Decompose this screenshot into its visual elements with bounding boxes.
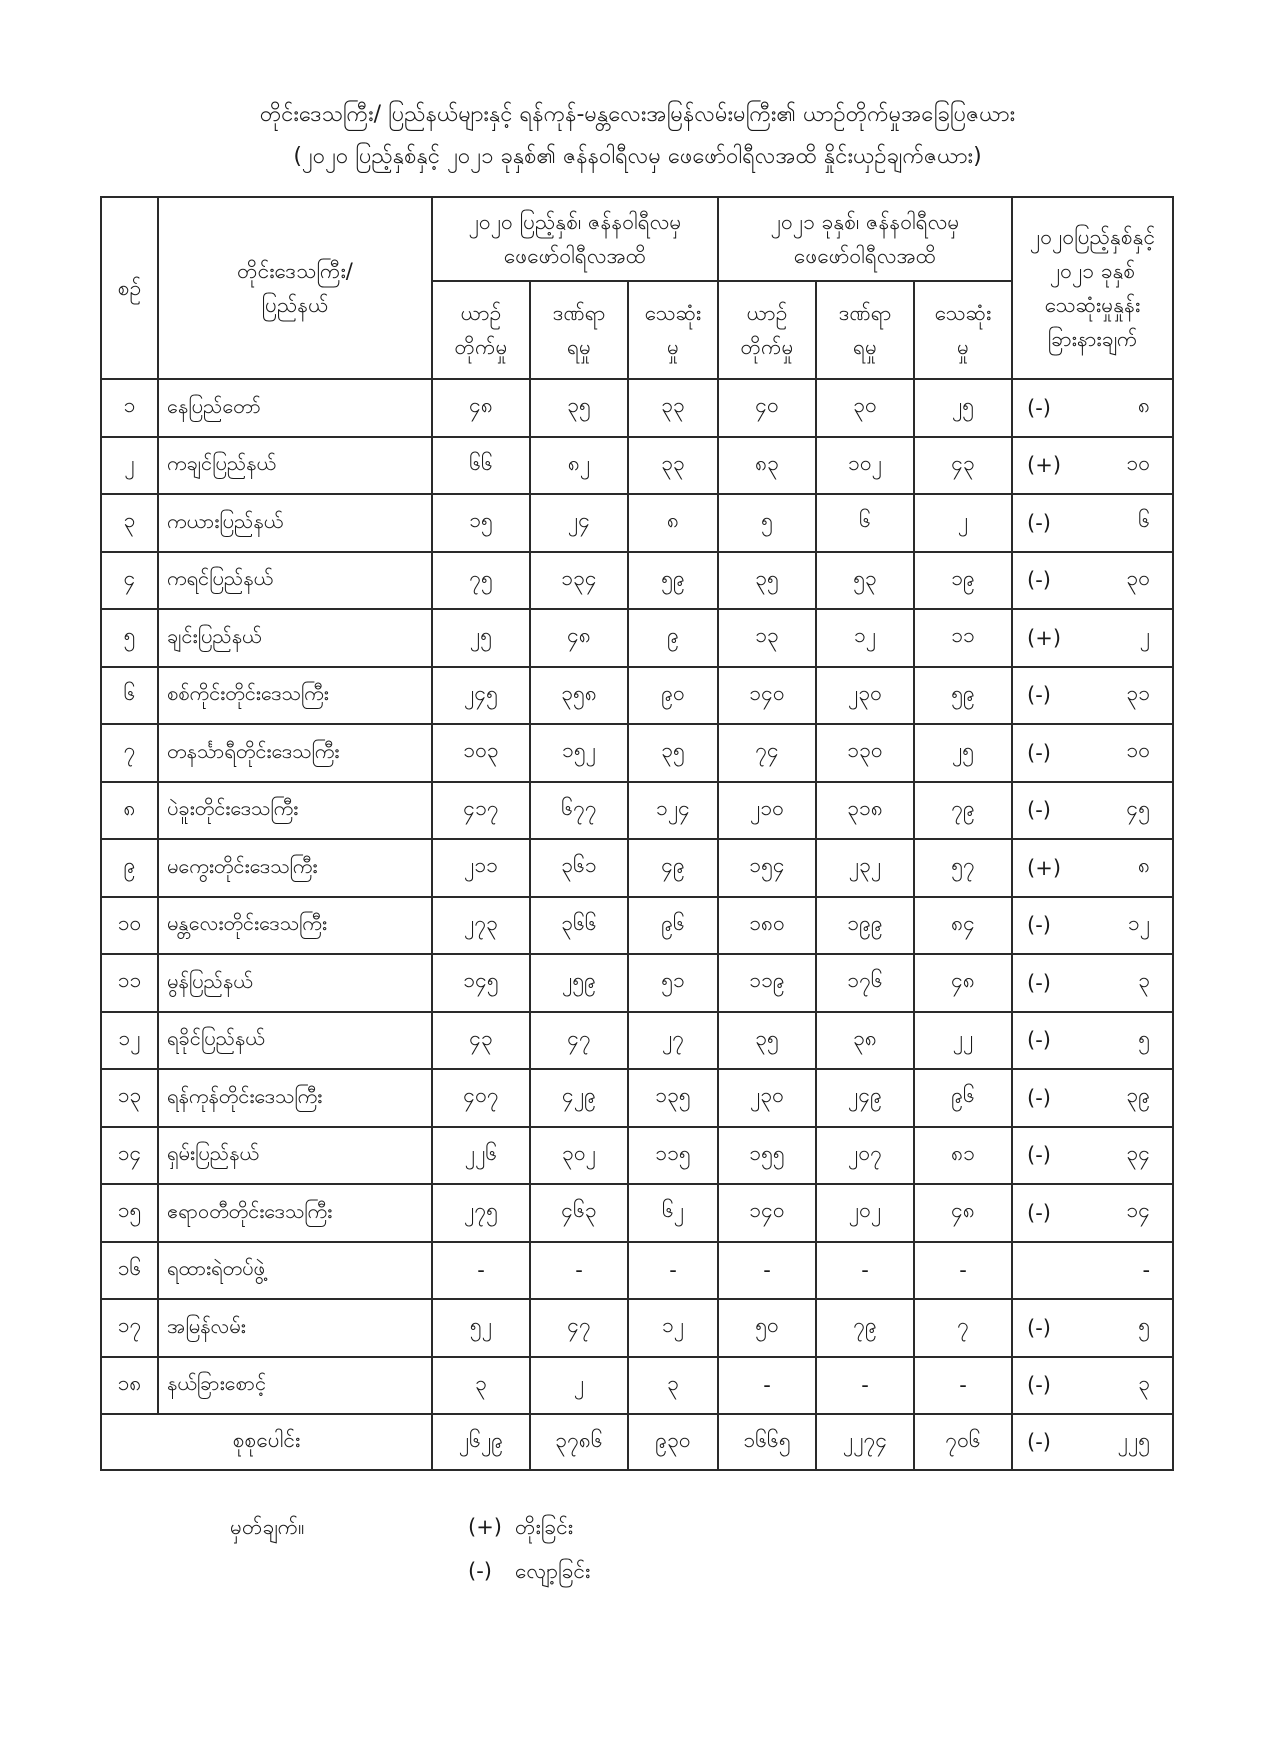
- cell-injured-2021: ၁၃၀: [816, 724, 914, 782]
- difference-value: ၃၉: [1126, 1083, 1151, 1108]
- cell-serial: ၅: [101, 609, 158, 667]
- cell-serial: ၇: [101, 724, 158, 782]
- cell-accidents-2020: ၄၃: [432, 1012, 530, 1070]
- header-accidents-2020: ယာဉ် တိုက်မှု: [432, 281, 530, 379]
- note-plus-sign: (+): [468, 1515, 502, 1539]
- header-period-2020: ၂၀၂၀ ပြည့်နှစ်၊ ဇန်နဝါရီလမှ ဖေဖော်ဝါရီလအထိ: [432, 197, 718, 281]
- cell-deaths-2021: ၄၈: [914, 1184, 1012, 1242]
- cell-injured-2020: ၄၇: [530, 1299, 628, 1357]
- difference-value: ၅: [1138, 1313, 1151, 1338]
- cell-difference: [1012, 1414, 1173, 1470]
- difference-value: ၅: [1138, 1025, 1151, 1050]
- cell-region-name: ပဲခူးတိုင်းဒေသကြီး: [158, 782, 432, 840]
- table-row: [101, 1127, 1173, 1185]
- total-accidents-2021: ၁၆၆၅: [718, 1414, 816, 1470]
- cell-deaths-2020: ၅၉: [628, 552, 718, 610]
- cell-serial: ၃: [101, 494, 158, 552]
- table-row: [101, 897, 1173, 955]
- header-region: တိုင်းဒေသကြီး/ ပြည်နယ်: [158, 197, 432, 379]
- cell-deaths-2020: ၃၃: [628, 379, 718, 437]
- cell-accidents-2021: ၈၃: [718, 437, 816, 495]
- difference-sign: (+): [1027, 625, 1062, 650]
- header-injured-2021: ဒဏ်ရာ ရမှု: [816, 281, 914, 379]
- cell-injured-2020: ၂၅၉: [530, 954, 628, 1012]
- cell-serial: ၈: [101, 782, 158, 840]
- table-row: [101, 954, 1173, 1012]
- cell-difference: [1012, 609, 1173, 667]
- cell-difference: [1012, 782, 1173, 840]
- cell-injured-2021: ၃၈: [816, 1012, 914, 1070]
- difference-sign: (-): [1027, 683, 1051, 708]
- cell-deaths-2020: ၃: [628, 1357, 718, 1415]
- cell-deaths-2020: ၂၇: [628, 1012, 718, 1070]
- cell-region-name: ရခိုင်ပြည်နယ်: [158, 1012, 432, 1070]
- cell-accidents-2021: -: [718, 1357, 816, 1415]
- note-minus-sign: (-): [468, 1559, 492, 1583]
- cell-serial: ၁၆: [101, 1242, 158, 1300]
- table-row: [101, 552, 1173, 610]
- cell-difference: [1012, 897, 1173, 955]
- cell-deaths-2020: ၁၃၅: [628, 1069, 718, 1127]
- cell-difference: [1012, 724, 1173, 782]
- cell-region-name: မန္တလေးတိုင်းဒေသကြီး: [158, 897, 432, 955]
- cell-region-name: ချင်းပြည်နယ်: [158, 609, 432, 667]
- cell-injured-2021: -: [816, 1357, 914, 1415]
- difference-value: ၄၅: [1126, 795, 1151, 820]
- difference-value: ၁၄: [1126, 1198, 1151, 1223]
- difference-sign: (-): [1027, 510, 1051, 535]
- difference-sign: (-): [1027, 1143, 1051, 1168]
- cell-region-name: မကွေးတိုင်းဒေသကြီး: [158, 839, 432, 897]
- difference-sign: (-): [1027, 395, 1051, 420]
- total-label: စုစုပေါင်း: [101, 1414, 432, 1470]
- difference-sign: (-): [1027, 1430, 1051, 1454]
- difference-sign: (-): [1027, 1373, 1051, 1398]
- cell-difference: [1012, 667, 1173, 725]
- cell-accidents-2021: ၂၁၀: [718, 782, 816, 840]
- cell-injured-2020: ၆၇၇: [530, 782, 628, 840]
- cell-accidents-2021: ၂၃၀: [718, 1069, 816, 1127]
- cell-deaths-2021: ၉၆: [914, 1069, 1012, 1127]
- cell-deaths-2021: ၁၁: [914, 609, 1012, 667]
- note-plus-text: တိုးခြင်း: [515, 1515, 574, 1539]
- cell-accidents-2020: ၄၀၇: [432, 1069, 530, 1127]
- cell-injured-2021: ၅၃: [816, 552, 914, 610]
- cell-injured-2021: ၂၃၀: [816, 667, 914, 725]
- difference-sign: (-): [1027, 798, 1051, 823]
- cell-deaths-2021: -: [914, 1242, 1012, 1300]
- header-period-2021: ၂၀၂၁ ခုနှစ်၊ ဇန်နဝါရီလမှ ဖေဖော်ဝါရီလအထိ: [718, 197, 1012, 281]
- cell-injured-2021: ၂၄၉: [816, 1069, 914, 1127]
- difference-value: ၆: [1138, 508, 1151, 533]
- difference-value: ၃၄: [1126, 1140, 1151, 1165]
- table-row: [101, 1357, 1173, 1415]
- table-row: [101, 1012, 1173, 1070]
- cell-injured-2020: ၂၄: [530, 494, 628, 552]
- difference-sign: (-): [1027, 1315, 1051, 1340]
- cell-deaths-2021: ၁၉: [914, 552, 1012, 610]
- cell-difference: [1012, 839, 1173, 897]
- cell-accidents-2021: ၁၅၄: [718, 839, 816, 897]
- difference-sign: (-): [1027, 740, 1051, 765]
- cell-accidents-2021: ၁၁၉: [718, 954, 816, 1012]
- table-row: [101, 1184, 1173, 1242]
- difference-value: ၁၂: [1127, 910, 1151, 935]
- header-accidents-2021: ယာဉ် တိုက်မှု: [718, 281, 816, 379]
- difference-value: ၁၀: [1126, 738, 1151, 763]
- cell-deaths-2020: ၈: [628, 494, 718, 552]
- cell-injured-2021: ၁၀၂: [816, 437, 914, 495]
- cell-accidents-2020: ၁၀၃: [432, 724, 530, 782]
- difference-value: ၈: [1138, 393, 1151, 418]
- cell-region-name: တနင်္သာရီတိုင်းဒေသကြီး: [158, 724, 432, 782]
- cell-accidents-2021: ၁၄၀: [718, 667, 816, 725]
- cell-injured-2020: ၄၆၃: [530, 1184, 628, 1242]
- cell-injured-2021: ၃၀: [816, 379, 914, 437]
- cell-accidents-2020: ၂၂၆: [432, 1127, 530, 1185]
- cell-difference: [1012, 1242, 1173, 1300]
- cell-deaths-2020: ၉၀: [628, 667, 718, 725]
- cell-injured-2020: ၄၂၉: [530, 1069, 628, 1127]
- cell-injured-2020: ၁၅၂: [530, 724, 628, 782]
- cell-deaths-2020: ၉၆: [628, 897, 718, 955]
- cell-injured-2021: -: [816, 1242, 914, 1300]
- cell-serial: ၁၅: [101, 1184, 158, 1242]
- cell-injured-2020: ၃၅၈: [530, 667, 628, 725]
- cell-region-name: အမြန်လမ်း: [158, 1299, 432, 1357]
- table-row: [101, 667, 1173, 725]
- notes-label: မှတ်ချက်။: [230, 1515, 305, 1539]
- cell-deaths-2021: ၂၅: [914, 724, 1012, 782]
- cell-region-name: ရှမ်းပြည်နယ်: [158, 1127, 432, 1185]
- cell-injured-2020: ၃၅: [530, 379, 628, 437]
- cell-serial: ၆: [101, 667, 158, 725]
- cell-accidents-2020: ၂၁၁: [432, 839, 530, 897]
- difference-sign: (-): [1027, 970, 1051, 995]
- cell-injured-2021: ၁၇၆: [816, 954, 914, 1012]
- total-injured-2021: ၂၂၇၄: [816, 1414, 914, 1470]
- table-row: [101, 494, 1173, 552]
- cell-deaths-2020: ၃၃: [628, 437, 718, 495]
- difference-value: ၃၁: [1126, 680, 1151, 705]
- cell-accidents-2021: ၁၃: [718, 609, 816, 667]
- cell-deaths-2020: -: [628, 1242, 718, 1300]
- cell-accidents-2021: -: [718, 1242, 816, 1300]
- title-line-1: တိုင်းဒေသကြီး/ ပြည်နယ်များနှင့် ရန်ကုန်-မန္တလေးအမြန်လမ်းမကြီး၏ ယာဉ်တိုက်မှုအခြေပြဇယား: [259, 102, 1016, 127]
- cell-serial: ၂: [101, 437, 158, 495]
- cell-accidents-2020: ၃: [432, 1357, 530, 1415]
- cell-region-name: ရထားရဲတပ်ဖွဲ့: [158, 1242, 432, 1300]
- cell-injured-2021: ၇၉: [816, 1299, 914, 1357]
- cell-difference: [1012, 494, 1173, 552]
- cell-region-name: နယ်ခြားစောင့်: [158, 1357, 432, 1415]
- table-body: [101, 379, 1173, 1470]
- cell-deaths-2021: ၂: [914, 494, 1012, 552]
- cell-deaths-2021: -: [914, 1357, 1012, 1415]
- cell-injured-2020: ၂: [530, 1357, 628, 1415]
- cell-deaths-2021: ၂၂: [914, 1012, 1012, 1070]
- table-row: [101, 1299, 1173, 1357]
- cell-injured-2021: ၆: [816, 494, 914, 552]
- cell-difference: [1012, 1357, 1173, 1415]
- cell-serial: ၁၈: [101, 1357, 158, 1415]
- header-comparison: ၂၀၂၀ပြည့်နှစ်နှင့် ၂၀၂၁ ခုနှစ် သေဆုံးမှုနှုန်း ခြားနားချက်: [1012, 197, 1173, 379]
- cell-deaths-2020: ၉: [628, 609, 718, 667]
- cell-accidents-2020: ၆၆: [432, 437, 530, 495]
- cell-difference: [1012, 1127, 1173, 1185]
- difference-sign: (-): [1027, 568, 1051, 593]
- header-serial: စဉ်: [101, 197, 158, 379]
- cell-deaths-2021: ၇: [914, 1299, 1012, 1357]
- cell-accidents-2020: ၄၈: [432, 379, 530, 437]
- cell-difference: [1012, 1184, 1173, 1242]
- cell-difference: [1012, 552, 1173, 610]
- total-deaths-2020: ၉၃၀: [628, 1414, 718, 1470]
- cell-region-name: ကယားပြည်နယ်: [158, 494, 432, 552]
- table-row: [101, 437, 1173, 495]
- cell-deaths-2020: ၁၂၄: [628, 782, 718, 840]
- total-row: [101, 1414, 1173, 1470]
- cell-accidents-2020: ၇၅: [432, 552, 530, 610]
- cell-accidents-2020: ၁၅: [432, 494, 530, 552]
- cell-difference: [1012, 954, 1173, 1012]
- cell-deaths-2020: ၄၉: [628, 839, 718, 897]
- difference-sign: (+): [1027, 855, 1062, 880]
- difference-sign: (-): [1027, 1028, 1051, 1053]
- difference-value: ၈: [1138, 853, 1151, 878]
- cell-accidents-2021: ၅: [718, 494, 816, 552]
- cell-difference: [1012, 1299, 1173, 1357]
- cell-region-name: စစ်ကိုင်းတိုင်းဒေသကြီး: [158, 667, 432, 725]
- total-deaths-2021: ၇၀၆: [914, 1414, 1012, 1470]
- difference-value: ၃: [1138, 1370, 1151, 1395]
- cell-deaths-2020: ၅၁: [628, 954, 718, 1012]
- difference-sign: (-): [1027, 1200, 1051, 1225]
- difference-value: -: [1142, 1258, 1151, 1283]
- cell-region-name: ကချင်ပြည်နယ်: [158, 437, 432, 495]
- cell-injured-2020: ၃၆၁: [530, 839, 628, 897]
- cell-deaths-2020: ၁၂: [628, 1299, 718, 1357]
- title-line-2: (၂၀၂၀ ပြည့်နှစ်နှင့် ၂၀၂၁ ခုနှစ်၏ ဇန်နဝါရီလမှ ဖေဖော်ဝါရီလအထိ နှိုင်းယှဉ်ချက်ဇယား): [293, 144, 982, 169]
- cell-deaths-2021: ၅၉: [914, 667, 1012, 725]
- cell-accidents-2020: ၄၁၇: [432, 782, 530, 840]
- cell-injured-2021: ၂၀၇: [816, 1127, 914, 1185]
- cell-difference: [1012, 379, 1173, 437]
- cell-accidents-2021: ၁၈၀: [718, 897, 816, 955]
- cell-accidents-2021: ၁၄၀: [718, 1184, 816, 1242]
- cell-accidents-2020: ၂၇၅: [432, 1184, 530, 1242]
- table-row: [101, 1242, 1173, 1300]
- cell-serial: ၁၂: [101, 1012, 158, 1070]
- cell-serial: ၁၁: [101, 954, 158, 1012]
- cell-accidents-2021: ၃၅: [718, 552, 816, 610]
- cell-accidents-2020: -: [432, 1242, 530, 1300]
- cell-accidents-2021: ၄၀: [718, 379, 816, 437]
- cell-region-name: နေပြည်တော်: [158, 379, 432, 437]
- cell-injured-2020: ၃၆၆: [530, 897, 628, 955]
- cell-injured-2020: ၃၀၂: [530, 1127, 628, 1185]
- cell-accidents-2020: ၂၅: [432, 609, 530, 667]
- cell-serial: ၄: [101, 552, 158, 610]
- cell-serial: ၁: [101, 379, 158, 437]
- cell-deaths-2021: ၈၄: [914, 897, 1012, 955]
- cell-injured-2020: ၈၂: [530, 437, 628, 495]
- cell-serial: ၁၄: [101, 1127, 158, 1185]
- cell-injured-2021: ၃၁၈: [816, 782, 914, 840]
- cell-deaths-2020: ၆၂: [628, 1184, 718, 1242]
- table-row: [101, 782, 1173, 840]
- difference-value: ၃၀: [1126, 565, 1151, 590]
- total-injured-2020: ၃၇၈၆: [530, 1414, 628, 1470]
- cell-difference: [1012, 437, 1173, 495]
- cell-deaths-2021: ၂၅: [914, 379, 1012, 437]
- cell-accidents-2021: ၇၄: [718, 724, 816, 782]
- difference-value: ၂: [1139, 623, 1151, 648]
- cell-region-name: ကရင်ပြည်နယ်: [158, 552, 432, 610]
- difference-sign: (-): [1027, 913, 1051, 938]
- cell-injured-2021: ၂၃၂: [816, 839, 914, 897]
- difference-value: ၃: [1138, 968, 1151, 993]
- cell-serial: ၉: [101, 839, 158, 897]
- cell-injured-2021: ၂၀၂: [816, 1184, 914, 1242]
- cell-injured-2020: ၄၈: [530, 609, 628, 667]
- table-row: [101, 1069, 1173, 1127]
- cell-difference: [1012, 1012, 1173, 1070]
- cell-injured-2020: ၁၃၄: [530, 552, 628, 610]
- difference-value: ၂၂၅: [1117, 1427, 1151, 1452]
- cell-accidents-2020: ၁၄၅: [432, 954, 530, 1012]
- note-minus-text: လျော့ခြင်း: [515, 1559, 591, 1583]
- cell-deaths-2020: ၁၁၅: [628, 1127, 718, 1185]
- cell-serial: ၁၇: [101, 1299, 158, 1357]
- cell-deaths-2021: ၅၇: [914, 839, 1012, 897]
- table-row: [101, 724, 1173, 782]
- cell-deaths-2021: ၇၉: [914, 782, 1012, 840]
- difference-sign: (-): [1027, 1085, 1051, 1110]
- cell-deaths-2021: ၄၈: [914, 954, 1012, 1012]
- cell-injured-2021: ၁၂: [816, 609, 914, 667]
- cell-deaths-2021: ၄၃: [914, 437, 1012, 495]
- cell-injured-2021: ၁၉၉: [816, 897, 914, 955]
- header-injured-2020: ဒဏ်ရာ ရမှု: [530, 281, 628, 379]
- cell-region-name: ဧရာဝတီတိုင်းဒေသကြီး: [158, 1184, 432, 1242]
- difference-value: ၁၀: [1126, 450, 1151, 475]
- accident-table: [100, 196, 1174, 1471]
- cell-deaths-2020: ၃၅: [628, 724, 718, 782]
- cell-serial: ၁၃: [101, 1069, 158, 1127]
- cell-accidents-2021: ၁၅၅: [718, 1127, 816, 1185]
- cell-injured-2020: ၄၇: [530, 1012, 628, 1070]
- cell-accidents-2020: ၂၇၃: [432, 897, 530, 955]
- cell-region-name: ရန်ကုန်တိုင်းဒေသကြီး: [158, 1069, 432, 1127]
- cell-accidents-2020: ၂၄၅: [432, 667, 530, 725]
- header-deaths-2021: သေဆုံး မှု: [914, 281, 1012, 379]
- difference-sign: (+): [1027, 453, 1062, 478]
- cell-region-name: မွန်ပြည်နယ်: [158, 954, 432, 1012]
- cell-accidents-2021: ၃၅: [718, 1012, 816, 1070]
- table-row: [101, 379, 1173, 437]
- cell-difference: [1012, 1069, 1173, 1127]
- table-row: [101, 609, 1173, 667]
- table-row: [101, 839, 1173, 897]
- cell-accidents-2020: ၅၂: [432, 1299, 530, 1357]
- cell-injured-2020: -: [530, 1242, 628, 1300]
- header-deaths-2020: သေဆုံး မှု: [628, 281, 718, 379]
- cell-accidents-2021: ၅၀: [718, 1299, 816, 1357]
- cell-serial: ၁၀: [101, 897, 158, 955]
- cell-deaths-2021: ၈၁: [914, 1127, 1012, 1185]
- total-accidents-2020: ၂၆၂၉: [432, 1414, 530, 1470]
